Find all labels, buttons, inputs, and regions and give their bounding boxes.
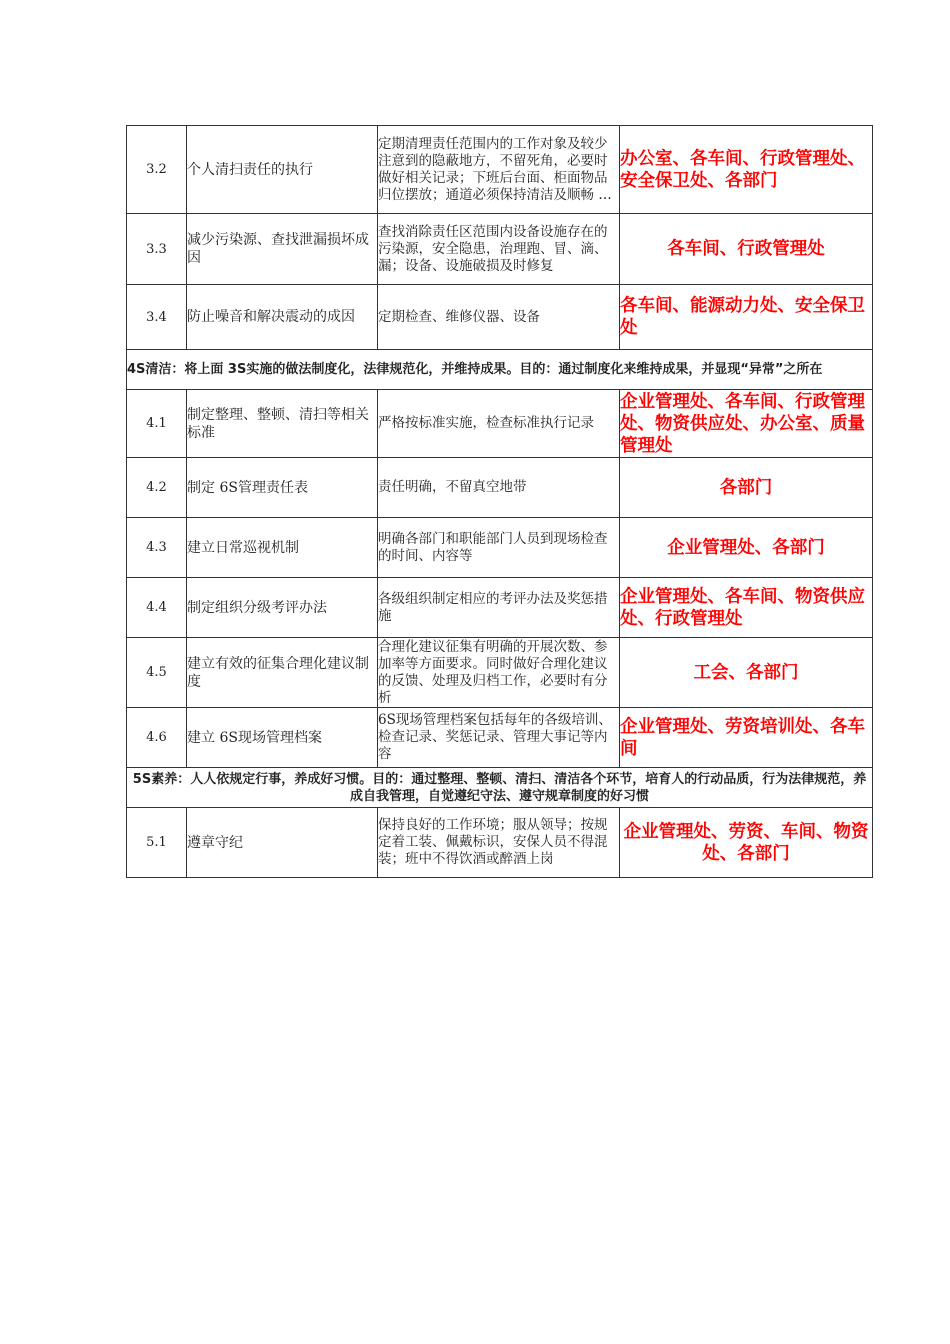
item-number: 4.3 <box>127 518 187 578</box>
responsible-departments: 工会、各部门 <box>620 638 873 708</box>
responsible-departments: 企业管理处、劳资培训处、各车间 <box>620 708 873 768</box>
item-name: 建立有效的征集合理化建议制度 <box>187 638 378 708</box>
table-row <box>127 214 873 285</box>
item-name: 个人清扫责任的执行 <box>187 126 378 214</box>
table-row <box>127 708 873 768</box>
table-row <box>127 126 873 214</box>
item-number: 3.2 <box>127 126 187 214</box>
responsible-departments: 各车间、能源动力处、安全保卫处 <box>620 285 873 350</box>
table-row <box>127 518 873 578</box>
item-name: 建立 6S现场管理档案 <box>187 708 378 768</box>
item-requirement: 明确各部门和职能部门人员到现场检查的时间、内容等 <box>378 518 620 578</box>
item-requirement: 严格按标准实施，检查标准执行记录 <box>378 390 620 458</box>
item-name: 制定 6S管理责任表 <box>187 458 378 518</box>
responsible-departments: 企业管理处、劳资、车间、物资处、各部门 <box>620 808 873 878</box>
responsible-departments: 各车间、行政管理处 <box>620 214 873 285</box>
item-requirement: 保持良好的工作环境；服从领导；按规定着工装、佩戴标识，安保人员不得混装；班中不得饮酒或醉酒上岗 <box>378 808 620 878</box>
item-requirement: 责任明确，不留真空地带 <box>378 458 620 518</box>
responsible-departments: 办公室、各车间、行政管理处、安全保卫处、各部门 <box>620 126 873 214</box>
item-number: 4.1 <box>127 390 187 458</box>
table-row <box>127 285 873 350</box>
item-name: 防止噪音和解决震动的成因 <box>187 285 378 350</box>
item-requirement: 6S现场管理档案包括每年的各级培训、检查记录、奖惩记录、管理大事记等内容 <box>378 708 620 768</box>
table-row <box>127 638 873 708</box>
table-row <box>127 578 873 638</box>
section-header-row <box>127 350 873 390</box>
responsible-departments: 企业管理处、各部门 <box>620 518 873 578</box>
item-requirement: 定期清理责任范围内的工作对象及较少注意到的隐蔽地方，不留死角，必要时做好相关记录；下班后台面、柜面物品归位摆放；通道必须保持清洁及顺畅 … <box>378 126 620 214</box>
table-row <box>127 390 873 458</box>
responsible-departments: 企业管理处、各车间、行政管理处、物资供应处、办公室、质量管理处 <box>620 390 873 458</box>
item-number: 4.5 <box>127 638 187 708</box>
item-number: 3.3 <box>127 214 187 285</box>
responsible-departments: 企业管理处、各车间、物资供应处、行政管理处 <box>620 578 873 638</box>
section-description: 5S素养：人人依规定行事，养成好习惯。目的：通过整理、整顿、清扫、清洁各个环节，培育人的行动品质，行为法律规范，养成自我管理，自觉遵纪守法、遵守规章制度的好习惯 <box>127 768 873 808</box>
item-requirement: 定期检查、维修仪器、设备 <box>378 285 620 350</box>
item-number: 4.4 <box>127 578 187 638</box>
item-number: 4.6 <box>127 708 187 768</box>
item-number: 5.1 <box>127 808 187 878</box>
section-header-row <box>127 768 873 808</box>
responsible-departments: 各部门 <box>620 458 873 518</box>
responsibility-table <box>126 125 873 878</box>
item-name: 建立日常巡视机制 <box>187 518 378 578</box>
item-number: 3.4 <box>127 285 187 350</box>
table-row <box>127 458 873 518</box>
section-description: 4S清洁：将上面 3S实施的做法制度化，法律规范化，并维持成果。目的：通过制度化来维持成果，并显现“异常”之所在 <box>127 350 873 390</box>
item-name: 制定整理、整顿、清扫等相关标准 <box>187 390 378 458</box>
item-requirement: 合理化建议征集有明确的开展次数、参加率等方面要求。同时做好合理化建议的反馈、处理及归档工作，必要时有分析 <box>378 638 620 708</box>
item-name: 制定组织分级考评办法 <box>187 578 378 638</box>
table-row <box>127 808 873 878</box>
item-name: 遵章守纪 <box>187 808 378 878</box>
item-requirement: 各级组织制定相应的考评办法及奖惩措施 <box>378 578 620 638</box>
item-requirement: 查找消除责任区范围内设备设施存在的污染源，安全隐患，治理跑、冒、滴、漏；设备、设施破损及时修复 <box>378 214 620 285</box>
item-number: 4.2 <box>127 458 187 518</box>
item-name: 减少污染源、查找泄漏损坏成因 <box>187 214 378 285</box>
